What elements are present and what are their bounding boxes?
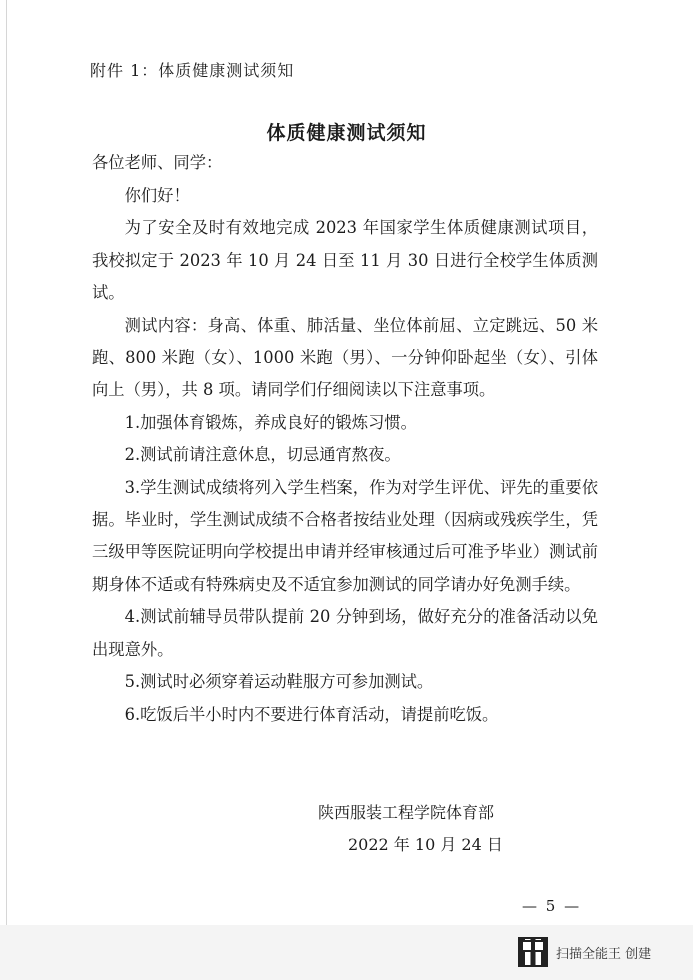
paragraph-intro: 为了安全及时有效地完成 2023 年国家学生体质健康测试项目，我校拟定于 2023 年 10 月 24 日至 11 月 30 日进行全校学生体质测试。 (92, 218, 598, 303)
document-title: 体质健康测试须知 (266, 122, 427, 144)
notice-item-6: 6.吃饭后半小时内不要进行体育活动，请提前吃饭。 (124, 704, 499, 724)
attachment-label: 附件 1：体质健康测试须知 (90, 61, 295, 80)
notice-item-1: 1.加强体育锻炼，养成良好的锻炼习惯。 (124, 412, 417, 432)
scanner-watermark-label: 扫描全能王 创建 (556, 947, 652, 962)
notice-item-4: 4.测试前辅导员带队提前 20 分钟到场，做好充分的准备活动以免出现意外。 (92, 607, 598, 659)
salutation: 各位老师、同学： (92, 153, 223, 172)
signature-organization: 陕西服装工程学院体育部 (318, 803, 495, 822)
qr-code-icon (518, 937, 548, 967)
scanner-footer (0, 925, 693, 980)
page-number: — 5 — (522, 897, 582, 915)
paragraph-greeting: 你们好！ (124, 186, 190, 205)
document-body (92, 180, 598, 731)
notice-item-2: 2.测试前请注意休息，切忌通宵熬夜。 (124, 445, 401, 465)
notice-item-5: 5.测试时必须穿着运动鞋服方可参加测试。 (124, 672, 434, 692)
paragraph-test-content: 测试内容：身高、体重、肺活量、坐位体前屈、立定跳远、50 米跑、800 米跑（女）、1000 米跑（男）、一分钟仰卧起坐（女）、引体向上（男），共 8 项。请同学们仔细阅读以下注意事项。 (92, 315, 598, 400)
signature-date: 2022 年 10 月 24 日 (348, 835, 503, 854)
notice-item-3: 3.学生测试成绩将列入学生档案，作为对学生评优、评先的重要依据。毕业时，学生测试成绩不合格者按结业处理（因病或残疾学生，凭三级甲等医院证明向学校提出申请并经审核通过后可准予毕业）测试前期身体不适或有特殊病史及不适宜参加测试的同学请办好免测手续。 (92, 477, 598, 594)
